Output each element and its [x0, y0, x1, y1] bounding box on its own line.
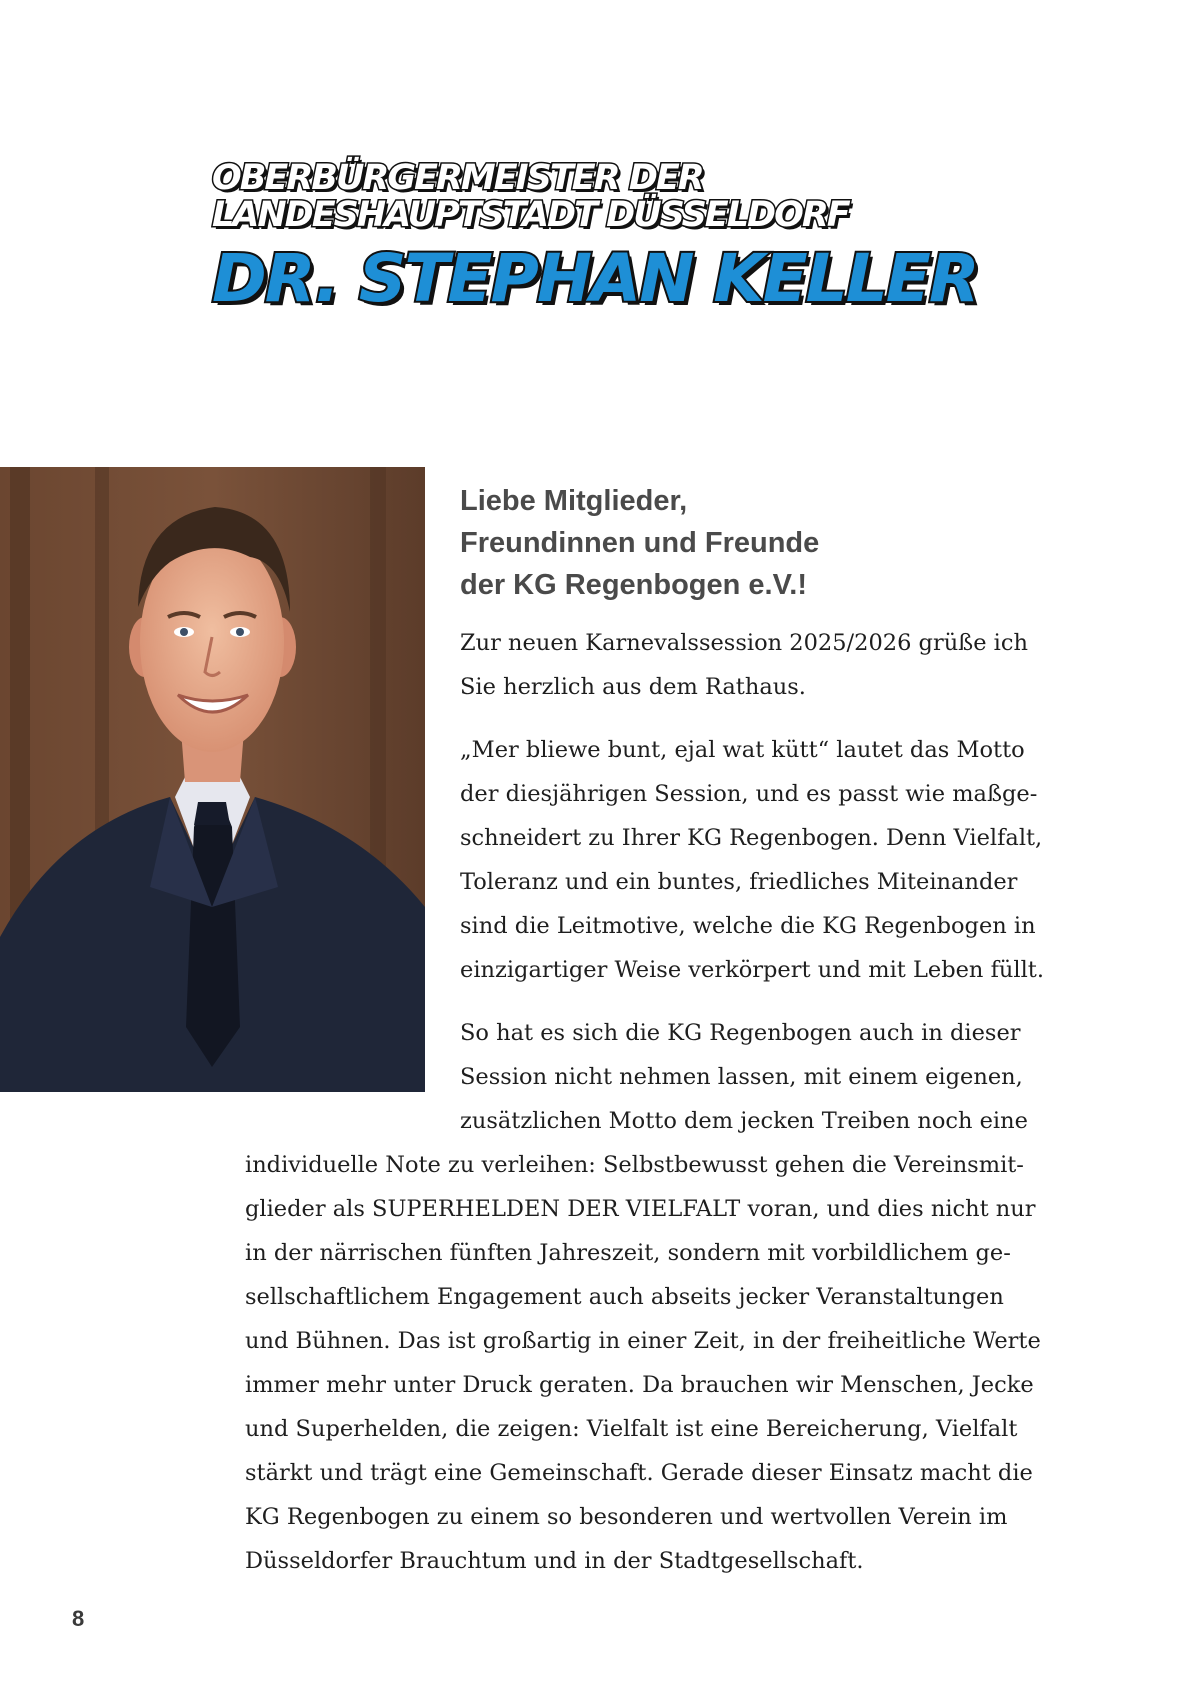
body-line: einzigartiger Weise verkörpert und mit Leben füllt. — [460, 957, 1044, 983]
page-number: 8 — [72, 1606, 85, 1631]
body-line: stärkt und trägt eine Gemeinschaft. Gerade dieser Einsatz macht die — [245, 1460, 1033, 1486]
body-line: schneidert zu Ihrer KG Regenbogen. Denn Vielfalt, — [460, 825, 1043, 851]
body-line: individuelle Note zu verleihen: Selbstbewusst gehen die Vereinsmit- — [245, 1152, 1024, 1178]
body-line: Zur neuen Karnevalssession 2025/2026 grüße ich — [460, 630, 1028, 656]
body-line: „Mer bliewe bunt, ejal wat kütt“ lautet das Motto — [460, 737, 1025, 763]
heading-name: DR. STEPHAN KELLER — [212, 240, 978, 317]
body-line: und Superhelden, die zeigen: Vielfalt ist eine Bereicherung, Vielfalt — [245, 1416, 1018, 1442]
page-heading — [212, 158, 978, 317]
body-line: und Bühnen. Das ist großartig in einer Zeit, in der freiheitliche Werte — [245, 1328, 1041, 1354]
heading-subtitle-line-2: LANDESHAUPTSTADT DÜSSELDORF — [212, 195, 849, 235]
body-line: Sie herzlich aus dem Rathaus. — [460, 674, 806, 700]
greeting-line-2: Freundinnen und Freunde — [460, 527, 820, 559]
body-line: Toleranz und ein buntes, friedliches Miteinander — [460, 869, 1018, 895]
body-line: der diesjährigen Session, und es passt wie maßge- — [460, 781, 1038, 807]
body-line: Düsseldorfer Brauchtum und in der Stadtgesellschaft. — [245, 1548, 864, 1574]
body-line: zusätzlichen Motto dem jecken Treiben noch eine — [460, 1108, 1028, 1134]
greeting — [460, 480, 1060, 606]
body-line: Session nicht nehmen lassen, mit einem eigenen, — [460, 1064, 1023, 1090]
body-line: So hat es sich die KG Regenbogen auch in dieser — [460, 1020, 1021, 1046]
heading-subtitle-line-1: OBERBÜRGERMEISTER DER — [212, 158, 703, 198]
greeting-line-1: Liebe Mitglieder, — [460, 485, 688, 517]
body-line: glieder als SUPERHELDEN DER VIELFALT voran, und dies nicht nur — [245, 1196, 1036, 1222]
portrait-photo — [0, 467, 425, 1092]
portrait-icon — [0, 467, 425, 1092]
body-line: in der närrischen fünften Jahreszeit, sondern mit vorbildlichem ge- — [245, 1240, 1011, 1266]
body-line: sind die Leitmotive, welche die KG Regenbogen in — [460, 913, 1036, 939]
body-line: sellschaftlichem Engagement auch abseits jecker Veranstaltungen — [245, 1284, 1004, 1310]
body-line: immer mehr unter Druck geraten. Da brauchen wir Menschen, Jecke — [245, 1372, 1034, 1398]
body-line: KG Regenbogen zu einem so besonderen und wertvollen Verein im — [245, 1504, 1008, 1530]
greeting-line-3: der KG Regenbogen e.V.! — [460, 569, 807, 601]
